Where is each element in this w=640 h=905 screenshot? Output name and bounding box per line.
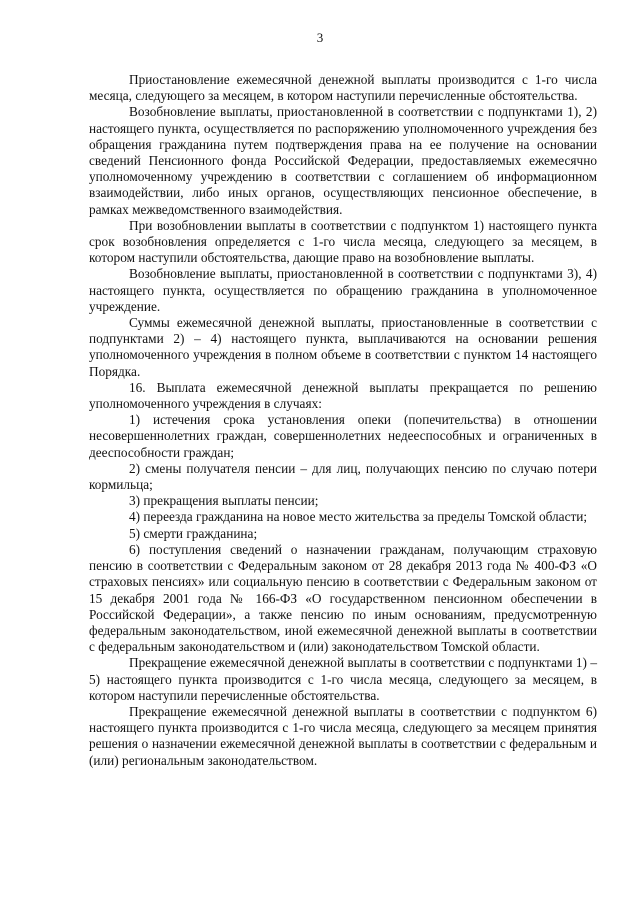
document-body: [89, 72, 597, 769]
list-item-2: 2) смены получателя пенсии – для лиц, получающих пенсию по случаю потери кормильца;: [89, 460, 597, 493]
paragraph-termination-6: Прекращение ежемесячной денежной выплаты в соответствии с подпунктом 6) настоящего пункта производится с 1-го числа месяца, следующего за месяцем принятия решения о назначении ежемесячной денежной выплаты в соответствии с федеральным и (или) региональным законодательством.: [89, 703, 597, 768]
paragraph-clause-16: 16. Выплата ежемесячной денежной выплаты прекращается по решению уполномоченного учреждения в случаях:: [89, 379, 597, 412]
list-item-5: 5) смерти гражданина;: [129, 525, 258, 541]
paragraph-termination-1-5: Прекращение ежемесячной денежной выплаты в соответствии с подпунктами 1) – 5) настоящего пункта производится с 1-го числа месяца, следующего за месяцем, в котором наступили перечисленные обстоятельства.: [89, 655, 597, 703]
list-item-6: 6) поступления сведений о назначении гражданам, получающим страховую пенсию в соответствии с Федеральным законом от 28 декабря 2013 года № 400-ФЗ «О страховых пенсиях» или социальную пенсию в соответствии с Федеральным законом от 15 декабря 2001 года № 166-ФЗ «О государственном пенсионном обеспечении в Российской Федерации», а также пенсию по иным основаниям, предусмотренную федеральным законодательством, иной ежемесячной денежной выплаты в соответствии с федеральным законодательством и (или) законодательством Томской области.: [89, 541, 597, 655]
paragraph-resumption-1-2: Возобновление выплаты, приостановленной в соответствии с подпунктами 1), 2) настоящего пункта, осуществляется по распоряжению уполномоченного учреждения без обращения гражданина путем подтверждения права на ее получение на основании сведений Пенсионного фонда Российской Федерации, предоставляемых ежемесячно уполномоченному учреждению в соответствии с соглашением об информационном взаимодействии, либо иных органов, осуществляющих пенсионное обеспечение, в рамках межведомственного взаимодействия.: [89, 104, 597, 217]
paragraph-resumption-3-4: Возобновление выплаты, приостановленной в соответствии с подпунктами 3), 4) настоящего пункта, осуществляется по обращению гражданина в уполномоченное учреждение.: [89, 266, 597, 314]
paragraph-suspension: Приостановление ежемесячной денежной выплаты производится с 1-го числа месяца, следующего за месяцем, в котором наступили перечисленные обстоятельства.: [89, 72, 597, 104]
paragraph-resumption-term: При возобновлении выплаты в соответствии с подпунктом 1) настоящего пункта срок возобновления определяется с 1-го числа месяца, следующего за месяцем, в котором наступили обстоятельства, дающие право на возобновление выплаты.: [89, 217, 597, 266]
paragraph-suspended-sums: Суммы ежемесячной денежной выплаты, приостановленные в соответствии с подпунктами 2) – 4) настоящего пункта, выплачиваются на основании решения уполномоченного учреждения в полном объеме в соответствии с пунктом 14 настоящего Порядка.: [89, 315, 597, 379]
list-item-4: 4) переезда гражданина на новое место жительства за пределы Томской области;: [129, 509, 588, 525]
page-number: 3: [316, 30, 324, 45]
list-item-1: 1) истечения срока установления опеки (попечительства) в отношении несовершеннолетних граждан, совершеннолетних недееспособных и ограниченных в дееспособности граждан;: [89, 412, 597, 460]
list-item-3: 3) прекращения выплаты пенсии;: [129, 493, 319, 509]
